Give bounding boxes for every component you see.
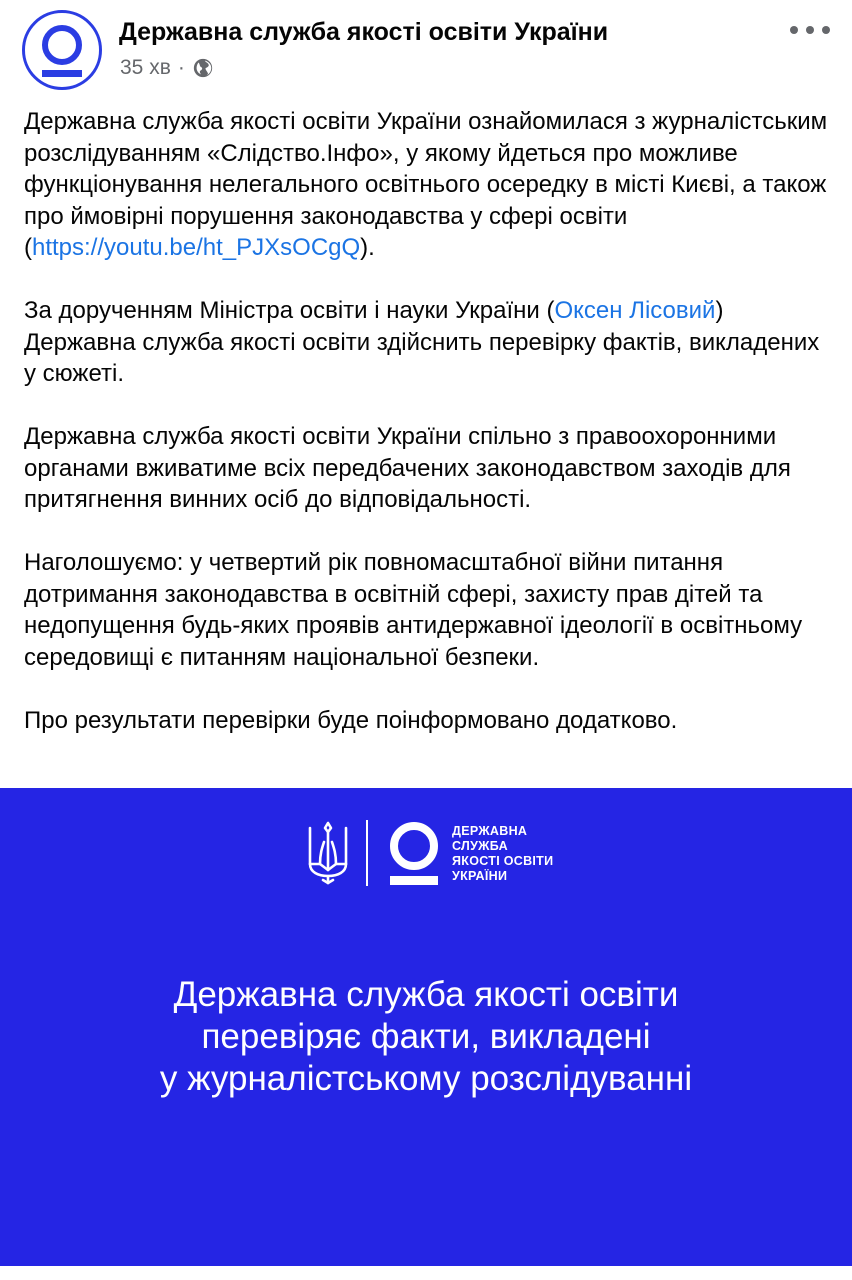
post-time[interactable]: 35 хв [120,56,171,79]
page-avatar[interactable] [22,10,102,90]
org-line: ДЕРЖАВНА [452,824,528,838]
post-header [0,0,852,96]
more-options-button[interactable] [790,18,830,42]
paragraph-5: Про результати перевірки буде поінформовано додатково. [24,706,678,734]
post-meta [120,56,214,80]
trident-icon [306,820,350,886]
paragraph-3: Державна служба якості освіти України спільно з правоохоронними органами вживатиме всіх передбачених законодавством заходів для притягнення винних осіб до відповідальності. [24,423,791,513]
org-name-block [452,824,553,884]
globe-icon [192,57,214,79]
headline-line: Державна служба якості освіти [173,975,679,1014]
org-line: ЯКОСТІ ОСВІТИ [452,854,554,868]
org-line: СЛУЖБА [452,839,508,853]
avatar-logo-bar [42,70,82,77]
post-image-banner[interactable] [0,788,852,1266]
paragraph-4: Наголошуємо: у четвертий рік повномасштабної війни питання дотримання законодавства в освітній сфері, захисту прав дітей та недопущення будь-яких проявів антидержавної ідеології в освітньому середовищі є питанням національної безпеки. [24,549,803,671]
org-line: УКРАЇНИ [452,869,508,883]
more-dots-icon [790,26,798,34]
headline-line: у журналістському розслідуванні [159,1059,693,1098]
paragraph-2: За дорученням Міністра освіти і науки України (Оксен Лісовий) Державна служба якості освіти здійснить перевірку фактів, викладених у сюжеті. [24,297,820,387]
paragraph-1: Державна служба якості освіти України ознайомилася з журналістським розслідуванням «Слідство.Інфо», у якому йдеться про можливе функціонування нелегального освітнього осередку в місті Києві, а також про ймовірні порушення законодавства у сфері освіти (https://youtu.be/ht_PJXsOCgQ). [24,108,828,261]
banner-headline [0,974,852,1100]
org-logo-bar [390,876,438,885]
youtube-link[interactable]: https://youtu.be/ht_PJXsOCgQ [32,234,361,261]
minister-mention-link[interactable]: Оксен Лісовий [554,297,716,324]
avatar-logo-ring [42,25,82,65]
page-name-link[interactable]: Державна служба якості освіти України [119,18,609,46]
post-body [24,106,836,768]
meta-separator: · [177,56,185,79]
org-logo-ring [390,822,438,870]
headline-line: перевіряє факти, викладені [201,1017,651,1056]
logo-divider [366,820,368,886]
